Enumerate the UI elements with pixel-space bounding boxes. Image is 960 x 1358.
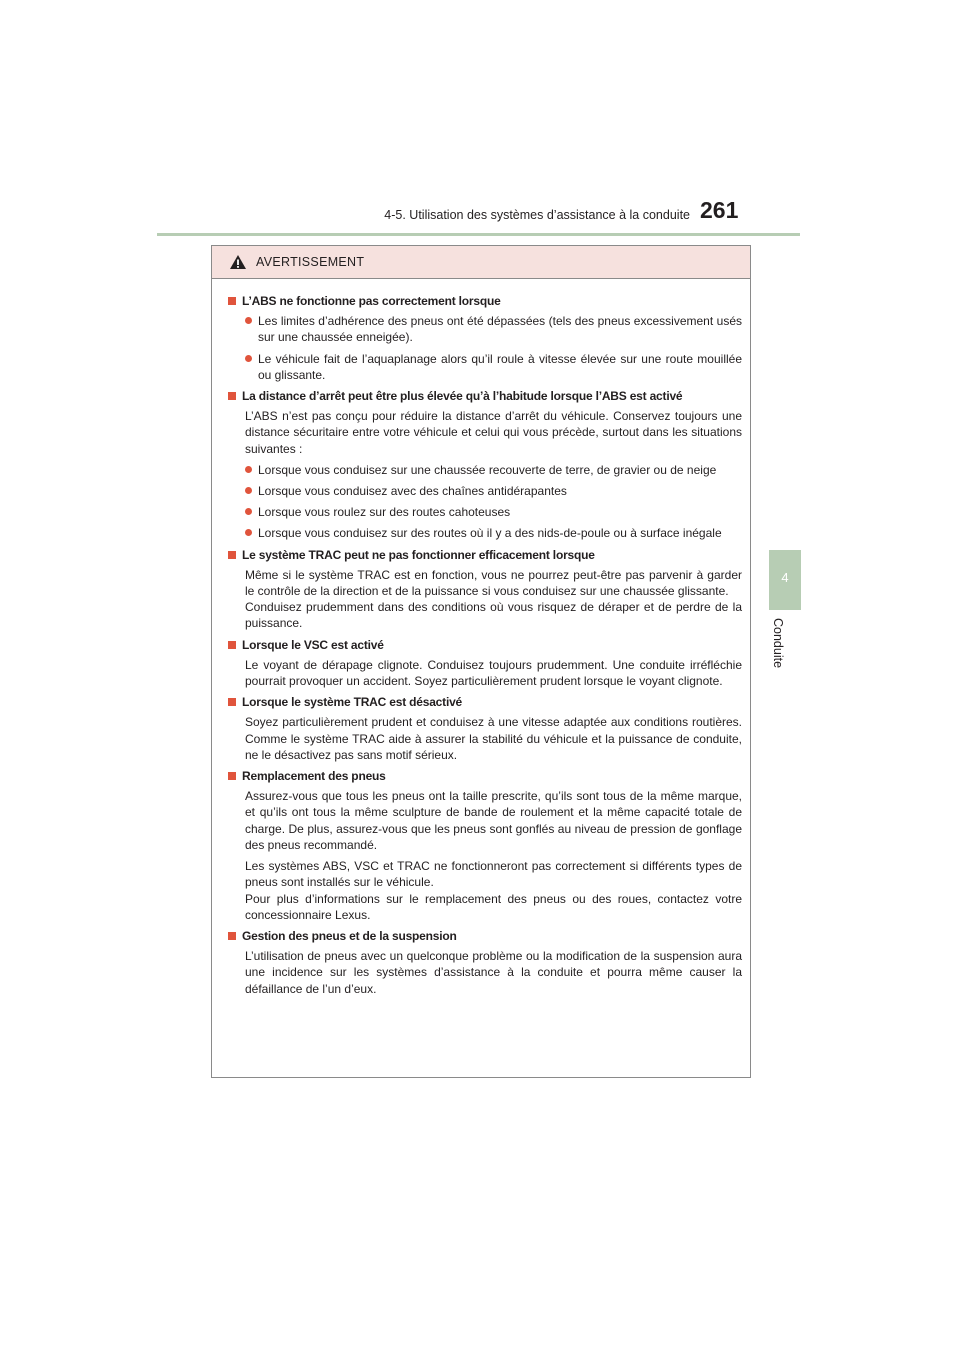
square-bullet-icon bbox=[228, 641, 236, 649]
chapter-label-container bbox=[765, 618, 805, 688]
round-bullet-icon bbox=[245, 508, 252, 515]
section-paragraph: L’utilisation de pneus avec un quelconque problème ou la modification de la suspension aura une incidence sur les systèmes d’assistance à la conduite et pourra même causer la défaillance de l’un d’eux. bbox=[245, 949, 742, 996]
round-bullet-icon bbox=[245, 317, 252, 324]
section-paragraph: Assurez-vous que tous les pneus ont la taille prescrite, qu’ils sont tous de la même marque, et qu’ils ont tous la même sculpture de bande de roulement et la même capacité totale de charge. De plus, assurez-vous que les pneus sont gonflés au niveau de pression de gonflage des pneus recommandé. bbox=[245, 789, 742, 852]
square-bullet-icon bbox=[228, 392, 236, 400]
warning-section bbox=[228, 694, 742, 763]
round-bullet-icon bbox=[245, 529, 252, 536]
chapter-tab bbox=[769, 550, 801, 610]
warning-header bbox=[212, 246, 750, 279]
section-title bbox=[228, 768, 742, 784]
bullet-text: Lorsque vous conduisez sur des routes où il y a des nids-de-poule ou à surface inégale bbox=[258, 526, 722, 541]
chapter-label: Conduite bbox=[771, 618, 785, 669]
section-paragraph: Même si le système TRAC est en fonction, vous ne pourrez peut-être pas parvenir à garder le contrôle de la direction et de la puissance si vous conduisez sur une chaussée glissante. Conduisez prudemment dans des conditions où vous risquez de déraper et de perdre de la puissance. bbox=[245, 567, 742, 631]
section-title-text: L’ABS ne fonctionne pas correctement lorsque bbox=[242, 294, 501, 308]
bullet-item bbox=[228, 504, 742, 520]
warning-body bbox=[212, 279, 750, 997]
bullet-item bbox=[228, 313, 742, 345]
section-title-text: Remplacement des pneus bbox=[242, 769, 386, 784]
section-title bbox=[228, 547, 742, 563]
bullet-text: Lorsque vous roulez sur des routes cahoteuses bbox=[258, 505, 511, 520]
section-paragraph: L’ABS n’est pas conçu pour réduire la distance d’arrêt du véhicule. Conservez toujours une distance sécuritaire entre votre véhicule et celui qui vous précède, surtout dans les situations suivantes : bbox=[245, 409, 742, 456]
round-bullet-icon bbox=[245, 355, 252, 362]
warning-section bbox=[228, 547, 742, 632]
bullet-text: Lorsque vous conduisez sur une chaussée recouverte de terre, de gravier ou de neige bbox=[258, 462, 717, 477]
section-title-text: Le système TRAC peut ne pas fonctionner efficacement lorsque bbox=[242, 547, 595, 562]
square-bullet-icon bbox=[228, 772, 236, 780]
warning-title: AVERTISSEMENT bbox=[256, 255, 365, 269]
warning-section bbox=[228, 388, 742, 542]
section-paragraph: Les systèmes ABS, VSC et TRAC ne fonctionneront pas correctement si différents types de pneus sont installés sur le véhicule. Pour plus d’informations sur le remplacement des pneus ou des roues, contactez votre concessionnaire Lexus. bbox=[245, 859, 742, 922]
section-title bbox=[228, 293, 742, 309]
section-paragraph: Le voyant de dérapage clignote. Conduisez toujours prudemment. Une conduite irréfléchie pourrait provoquer un accident. Soyez particulièrement prudent lorsque le voyant clignote. bbox=[245, 657, 742, 689]
warning-section bbox=[228, 928, 742, 997]
round-bullet-icon bbox=[245, 466, 252, 473]
warning-box bbox=[211, 245, 751, 1078]
square-bullet-icon bbox=[228, 932, 236, 940]
section-title bbox=[228, 694, 742, 710]
section-title bbox=[228, 388, 742, 404]
section-title-text: Gestion des pneus et de la suspension bbox=[242, 928, 457, 943]
section-paragraph: Soyez particulièrement prudent et conduisez à une vitesse adaptée aux conditions routières. Comme le système TRAC aide à assurer la stabilité du véhicule et la puissance de conduite, ne le désactivez pas sans motif sérieux. bbox=[245, 715, 742, 762]
bullet-text: Les limites d’adhérence des pneus ont été dépassées (tels des pneus excessivement usés sur une chaussée enneigée). bbox=[258, 314, 742, 345]
section-title-text: Lorsque le système TRAC est désactivé bbox=[242, 695, 463, 710]
section-title bbox=[228, 928, 742, 944]
bullet-text: Lorsque vous conduisez avec des chaînes antidérapantes bbox=[258, 484, 567, 499]
header-rule bbox=[157, 233, 800, 236]
section-header-title: 4-5. Utilisation des systèmes d’assistance à la conduite bbox=[384, 208, 690, 222]
bullet-text: Le véhicule fait de l’aquaplanage alors qu’il roule à vitesse élevée sur une route mouillée ou glissante. bbox=[258, 351, 742, 382]
square-bullet-icon bbox=[228, 698, 236, 706]
square-bullet-icon bbox=[228, 551, 236, 559]
round-bullet-icon bbox=[245, 487, 252, 494]
warning-section bbox=[228, 768, 742, 923]
warning-section bbox=[228, 637, 742, 690]
section-title-text: Lorsque le VSC est activé bbox=[242, 637, 384, 652]
chapter-number: 4 bbox=[781, 570, 789, 585]
warning-section bbox=[228, 293, 742, 383]
section-title-text: La distance d’arrêt peut être plus élevée qu’à l’habitude lorsque l’ABS est activé bbox=[242, 389, 683, 404]
warning-triangle-icon bbox=[229, 254, 247, 275]
section-title bbox=[228, 637, 742, 653]
bullet-item bbox=[228, 351, 742, 383]
bullet-item bbox=[228, 483, 742, 499]
square-bullet-icon bbox=[228, 297, 236, 305]
bullet-item bbox=[228, 462, 742, 478]
page-number: 261 bbox=[700, 197, 739, 223]
bullet-item bbox=[228, 525, 742, 541]
